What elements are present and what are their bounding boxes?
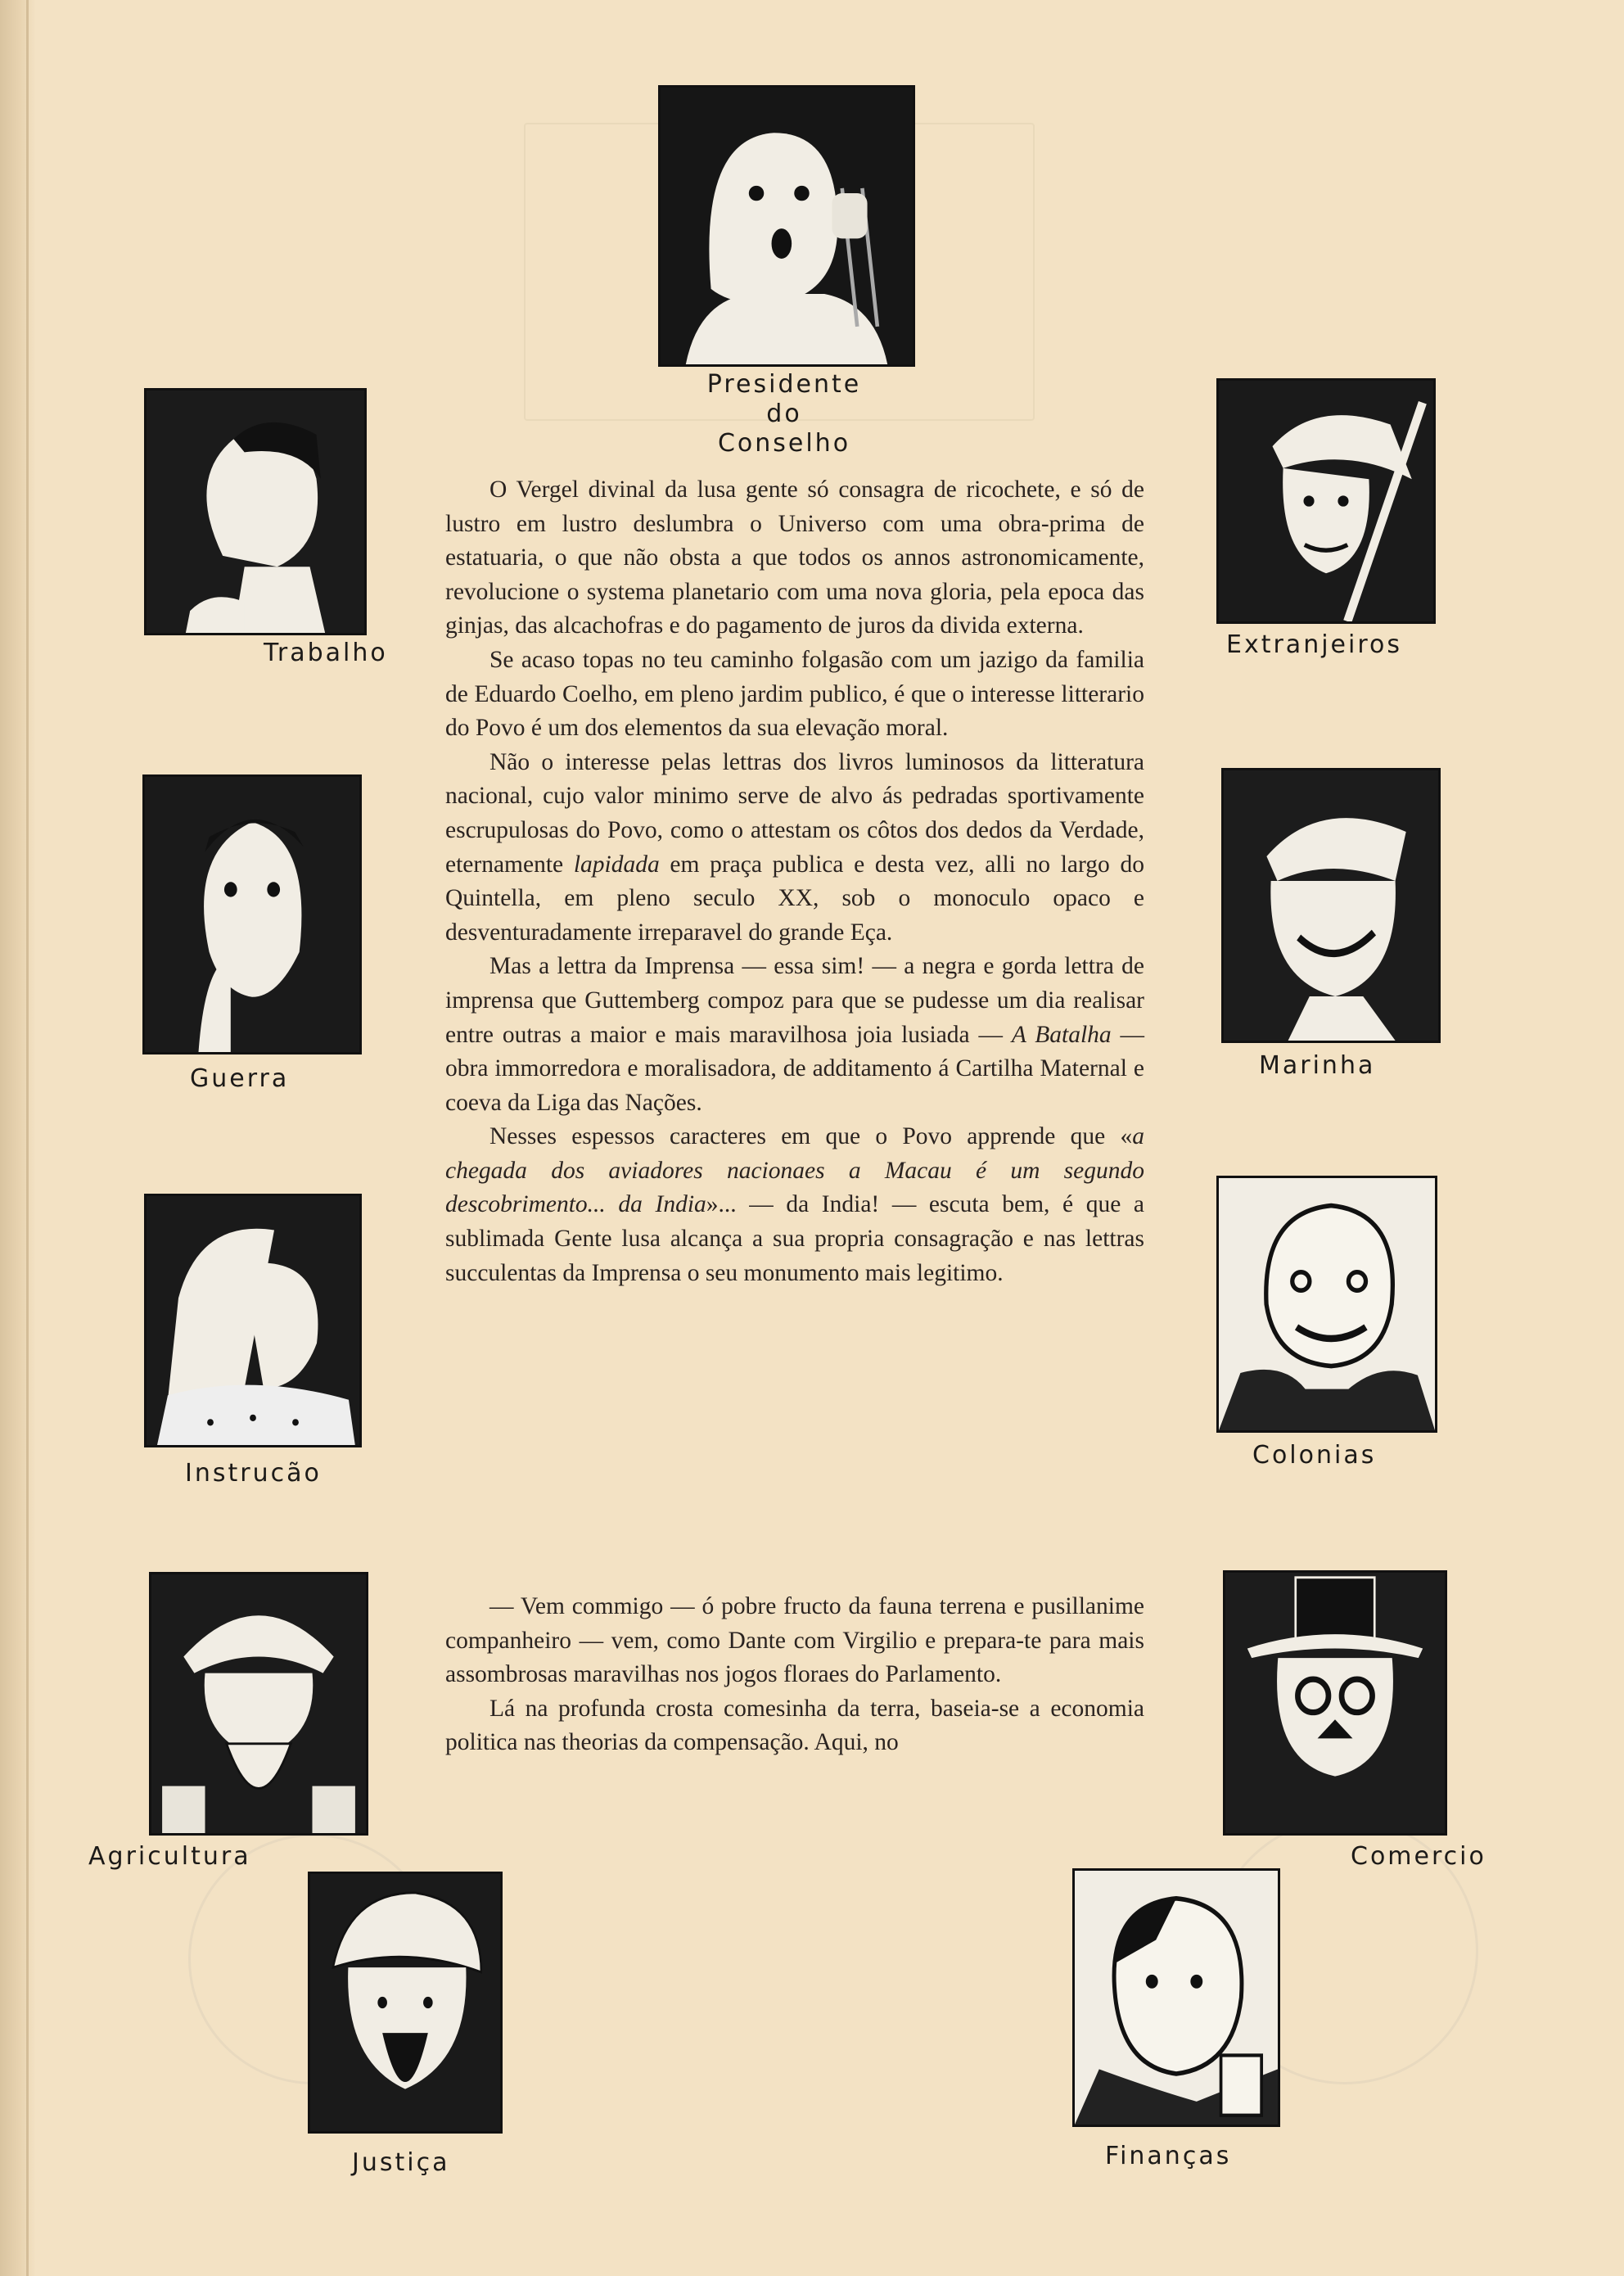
portrait-trabalho <box>144 388 367 635</box>
text-run: — obra immorredora e moralisadora, de additamento á Cartilha Maternal e coeva da Liga das Nações. <box>445 1021 1145 1116</box>
caption-trabalho: Trabalho <box>264 639 388 667</box>
portrait-agricultura <box>149 1572 368 1836</box>
paragraph: O Vergel divinal da lusa gente só consagra de ricochete, e só de lustro em lustro deslumbra o Universo com uma obra-prima de estatuaria, o que não obsta a que todos os annos astronomicamente, revolucione o systema planetario com uma nova gloria, pela epoca das ginjas, das alcachofras e do pagamento de juros da divida externa. <box>445 476 1144 639</box>
caption-instrucao: Instrucão <box>185 1459 322 1488</box>
caption-line: Presidente <box>706 370 862 399</box>
paragraph <box>445 746 1144 951</box>
portrait-guerra <box>142 774 362 1054</box>
text-run: Nesses espessos caracteres em que o Povo apprende que « <box>489 1123 1133 1150</box>
text-run: »... — da India! — escuta bem, é que a sublimada Gente lusa alcança a sua propria consagração e nas lettras succulentas da Imprensa o seu monumento mais legitimo. <box>445 1191 1144 1286</box>
portrait-presidente <box>658 85 915 367</box>
caption-marinha: Marinha <box>1259 1051 1376 1080</box>
paragraph <box>445 1120 1144 1290</box>
text-run: Mas a lettra da Imprensa — essa sim! — a negra e gorda lettra de imprensa que Guttemberg compoz para que se pudesse um dia realisar entre outras a maior e mais maravilhosa joia lusiada — <box>445 953 1144 1048</box>
paragraph: Lá na profunda crosta comesinha da terra, baseia-se a economia politica nas theorias da compensação. Aqui, no <box>445 1695 1144 1756</box>
caption-justica: Justiça <box>352 2148 450 2177</box>
caption-presidente-do-conselho <box>658 370 910 458</box>
paragraph <box>445 950 1144 1120</box>
portrait-marinha <box>1221 768 1441 1043</box>
caption-line: Conselho <box>717 429 851 458</box>
page-fold <box>26 0 29 2276</box>
paragraph: — Vem commigo — ó pobre fructo da fauna terrena e pusillanime companheiro — vem, como Dante com Virgilio e prepara-te para mais assombrosas maravilhas nos jogos floraes do Parlamento. <box>445 1593 1144 1688</box>
portrait-comercio <box>1223 1570 1447 1836</box>
caption-colonias: Colonias <box>1252 1441 1377 1470</box>
caption-guerra: Guerra <box>190 1064 290 1093</box>
text-italic: A Batalha <box>1011 1021 1112 1048</box>
portrait-extranjeiros <box>1216 378 1436 624</box>
text-run: em praça publica e desta vez, alli no largo do Quintella, em pleno seculo XX, sob o monoculo opaco e desventuradamente irreparavel do grande Eça. <box>445 851 1144 946</box>
text-italic: a chegada dos aviadores nacionaes a Macau é um segundo descobrimento... da India <box>445 1123 1144 1218</box>
article-body-lower <box>445 1590 1144 1760</box>
portrait-colonias <box>1216 1176 1437 1433</box>
text-italic: lapidada <box>573 851 660 878</box>
caption-agricultura: Agricultura <box>88 1842 251 1871</box>
paragraph: Se acaso topas no teu caminho folgasão com um jazigo da familia de Eduardo Coelho, em pleno jardim publico, é que o interesse litterario do Povo é um dos elementos da sua elevação moral. <box>445 646 1144 742</box>
text-run: Não o interesse pelas lettras dos livros luminosos da litteratura nacional, cujo valor minimo serve de alvo ás pedradas sportivamente escrupulosas do Povo, como o attestam os côtos dos dedos da Verdade, eternamente <box>445 748 1144 878</box>
page-edge <box>0 0 36 2276</box>
caption-comercio: Comercio <box>1351 1842 1486 1871</box>
article-body-upper <box>445 473 1144 1290</box>
portrait-financas <box>1072 1868 1280 2127</box>
portrait-instrucao <box>144 1194 362 1447</box>
caption-extranjeiros: Extranjeiros <box>1226 630 1402 659</box>
portrait-justica <box>308 1872 503 2134</box>
caption-line: do <box>766 400 802 428</box>
caption-financas: Finanças <box>1105 2142 1232 2170</box>
